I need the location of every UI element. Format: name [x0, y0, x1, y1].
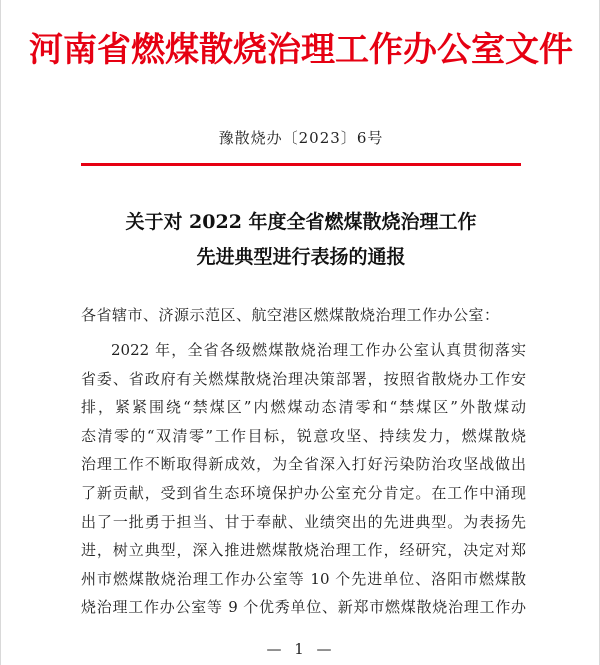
- page-number: — 1 —: [266, 640, 336, 658]
- document-title-line-2: 先进典型进行表扬的通报: [196, 246, 406, 268]
- body-line: 州市燃煤散烧治理工作办公室等 10 个先进单位、洛阳市燃煤散: [81, 569, 526, 588]
- body-line: 出了一批勇于担当、甘于奉献、业绩突出的先进典型。为表扬先: [81, 512, 526, 531]
- body-line: 2022 年，全省各级燃煤散烧治理工作办公室认真贯彻落实: [111, 341, 526, 359]
- body-line: 了新贡献，受到省生态环境保护办公室充分肯定。在工作中涌现: [81, 483, 526, 502]
- body-line: 态清零的“双清零”工作目标，锐意攻坚、持续发力，燃煤散烧: [81, 426, 526, 445]
- salutation: 各省辖市、济源示范区、航空港区燃煤散烧治理工作办公室：: [81, 306, 500, 324]
- document-number: 豫散烧办〔2023〕6号: [218, 129, 384, 147]
- body-line: 治理工作不断取得新成效，为全省深入打好污染防治攻坚战做出: [81, 455, 526, 474]
- body-text: [81, 336, 526, 622]
- body-line: 省委、省政府有关燃煤散烧治理决策部署，按照省散烧办工作安: [81, 369, 526, 388]
- body-line: 烧治理工作办公室等 9 个优秀单位、新郑市燃煤散烧治理工作办: [81, 598, 526, 617]
- issuing-authority-header: 河南省燃煤散烧治理工作办公室文件: [29, 30, 573, 70]
- red-separator-line: [81, 163, 521, 166]
- document-title-line-1: 关于对 2022 年度全省燃煤散烧治理工作: [125, 211, 477, 233]
- body-line: 排，紧紧围绕“禁煤区”内燃煤动态清零和“禁煤区”外散煤动: [81, 398, 526, 417]
- body-line: 进，树立典型，深入推进燃煤散烧治理工作，经研究，决定对郑: [81, 541, 526, 560]
